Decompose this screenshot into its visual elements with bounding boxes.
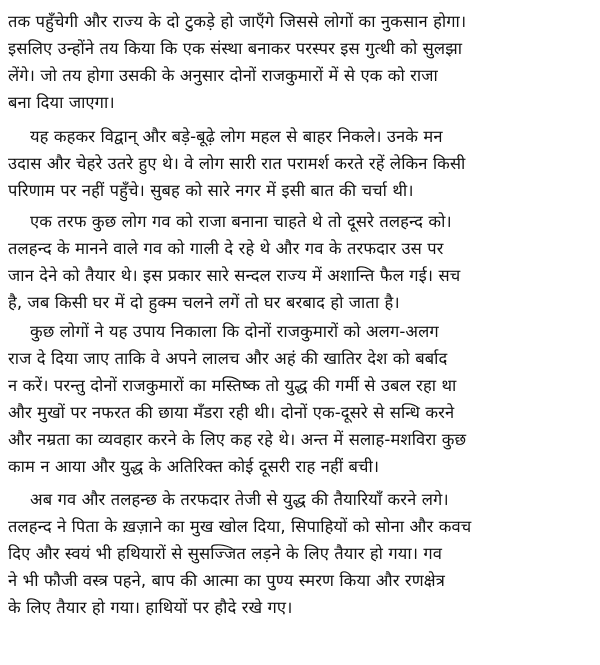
text-line: बना दिया जाएगा।	[8, 93, 115, 112]
text-line: और मुखों पर नफरत की छाया मँडरा रही थी। दोनों एक-दूसरे से सन्धि करने	[8, 403, 455, 422]
paragraph-3	[8, 208, 592, 316]
text-line: दिए और स्वयं भी हथियारों से सुसज्जित लड़ने के लिए तैयार हो गया। गव	[8, 544, 443, 563]
text-line: तलहन्द के मानने वाले गव को गाली दे रहे थे और गव के तरफदार उस पर	[8, 239, 444, 258]
paragraph-2	[8, 123, 592, 204]
text-line: और नम्रता का व्यवहार करने के लिए कह रहे थे। अन्त में सलाह-मशविरा कुछ	[8, 430, 467, 449]
text-line: जान देने को तैयार थे। इस प्रकार सारे सन्दल राज्य में अशान्ति फैल गई। सच	[8, 266, 461, 285]
text-line: यह कहकर विद्वान् और बड़े-बूढ़े लोग महल से बाहर निकले। उनके मन	[30, 127, 443, 146]
text-line: कुछ लोगों ने यह उपाय निकाला कि दोनों राजकुमारों को अलग-अलग	[30, 322, 439, 341]
paragraph-5	[8, 486, 592, 621]
text-line: राज दे दिया जाए ताकि वे अपने लालच और अहं की खातिर देश को बर्बाद	[8, 349, 448, 368]
text-line: इसलिए उन्होंने तय किया कि एक संस्था बनाकर परस्पर इस गुत्थी को सुलझा	[8, 39, 463, 58]
text-line: तक पहुँचेगी और राज्य के दो टुकड़े हो जाएँगे जिससे लोगों का नुकसान होगा।	[8, 12, 467, 31]
text-line: लेंगे। जो तय होगा उसकी के अनुसार दोनों राजकुमारों में से एक को राजा	[8, 66, 438, 85]
text-line: अब गव और तलहन्छ के तरफदार तेजी से युद्ध की तैयारियाँ करने लगे।	[30, 490, 449, 509]
paragraph-4	[8, 318, 592, 480]
text-line: ने भी फौजी वस्त्र पहने, बाप की आत्मा का पुण्य स्मरण किया और रणक्षेत्र	[8, 571, 445, 590]
text-line: तलहन्द ने पिता के ख़ज़ाने का मुख खोल दिया, सिपाहियों को सोना और कवच	[8, 517, 472, 536]
paragraph-1	[8, 8, 592, 116]
text-line: उदास और चेहरे उतरे हुए थे। वे लोग सारी रात परामर्श करते रहें लेकिन किसी	[8, 154, 466, 173]
text-line: काम न आया और युद्ध के अतिरिक्त कोई दूसरी राह नहीं बची।	[8, 457, 380, 476]
text-line: एक तरफ कुछ लोग गव को राजा बनाना चाहते थे तो दूसरे तलहन्द को।	[30, 212, 452, 231]
text-line: है, जब किसी घर में दो हुक्म चलने लगें तो घर बरबाद हो जाता है।	[8, 293, 400, 312]
text-line: न करें। परन्तु दोनों राजकुमारों का मस्तिष्क तो युद्ध की गर्मी से उबल रहा था	[8, 376, 457, 395]
text-line: के लिए तैयार हो गया। हाथियों पर हौदे रखे गए।	[8, 598, 293, 617]
text-line: परिणाम पर नहीं पहुँचे। सुबह को सारे नगर में इसी बात की चर्चा थी।	[8, 181, 414, 200]
